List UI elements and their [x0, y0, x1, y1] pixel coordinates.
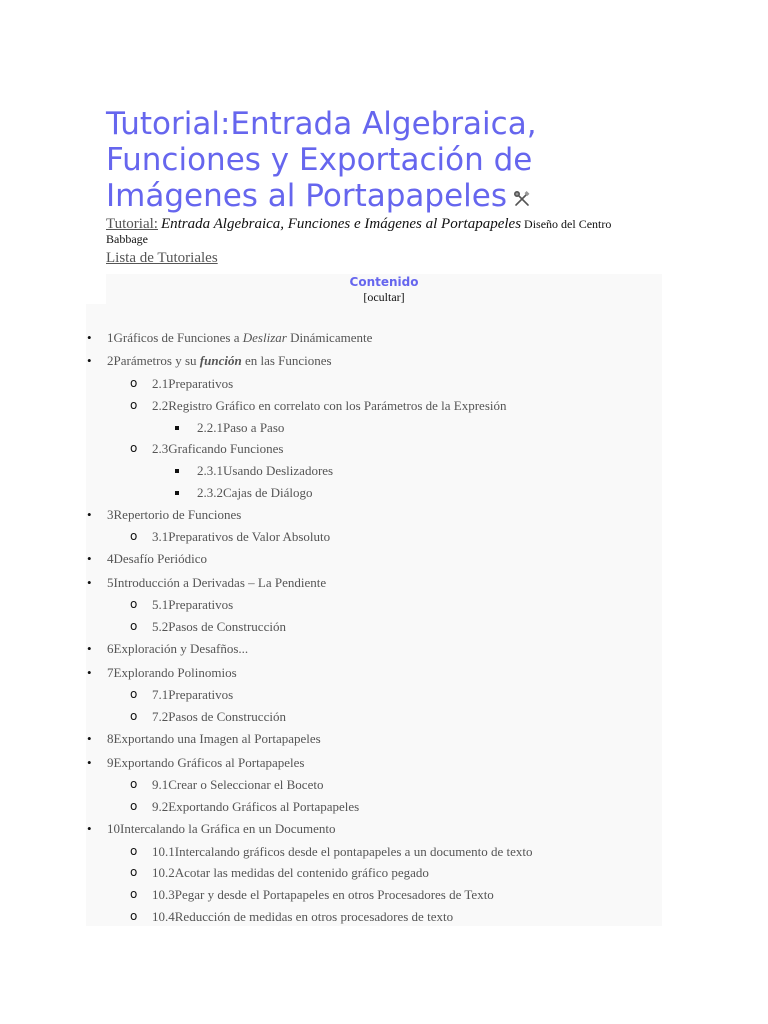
toc-item-number: 7.1 [152, 687, 169, 702]
toc-item-number: 5.1 [152, 597, 169, 612]
toc-item-label: Usando Deslizadores [223, 463, 334, 478]
toc-item-label-part: función [199, 353, 242, 368]
toc-item-label: Pasos de Construcción [168, 619, 286, 634]
toc-item-2-1[interactable] [152, 376, 233, 392]
toc-item-number: 3.1 [152, 529, 169, 544]
toc-item-label: Exportando Gráficos al Portapapeles [113, 755, 305, 770]
toc-item-number: 3 [107, 507, 114, 522]
toc-item-number: 9.2 [152, 799, 169, 814]
toc-item-number: 5.2 [152, 619, 169, 634]
toc-hide-toggle[interactable]: [ocultar] [363, 290, 405, 304]
toc-item-label: Pasos de Construcción [168, 709, 286, 724]
toc-item-number: 2.2 [152, 398, 169, 413]
toc-item-label: Cajas de Diálogo [223, 485, 313, 500]
toc-item-number: 2.1 [152, 376, 169, 391]
toc-item-10-3[interactable] [152, 887, 494, 903]
toc-item-number: 4 [107, 551, 114, 566]
toc-item-label: Intercalando gráficos desde el pontapapeles a un documento de texto [174, 844, 533, 859]
toc-item-label-part: en las Funciones [241, 353, 332, 368]
toc-item-number: 2.2.1 [197, 420, 223, 435]
toc-item-number: 9.1 [152, 777, 169, 792]
toc-item-9-1[interactable] [152, 777, 323, 793]
toc-item-label: Desafío Periódico [113, 551, 208, 566]
toc-item-2-3-2[interactable] [197, 485, 313, 501]
toc-title: Contenido [349, 275, 419, 289]
toc-item-9[interactable] [107, 755, 304, 771]
toc-item-number: 5 [107, 575, 114, 590]
toc-item-number: 6 [107, 641, 114, 656]
toc-item-number: 2.3 [152, 441, 169, 456]
toc-item-number: 10.4 [152, 909, 175, 924]
toc-item-label-part: Dinámicamente [286, 330, 373, 345]
toc-item-4[interactable] [107, 551, 207, 567]
toc-item-number: 7.2 [152, 709, 169, 724]
toc-item-label: Exportando una Imagen al Portapapeles [113, 731, 321, 746]
tutorial-credit: Diseño del Centro Babbage [106, 217, 612, 246]
toc-item-number: 10 [107, 821, 120, 836]
toc-item-7-1[interactable] [152, 687, 233, 703]
toc-item-label-part: Gráficos de Funciones a [113, 330, 243, 345]
toc-item-3-1[interactable] [152, 529, 330, 545]
tools-icon[interactable] [513, 180, 531, 216]
toc-item-label: Preparativos de Valor Absoluto [168, 529, 331, 544]
toc-item-6[interactable] [107, 641, 248, 657]
toc-item-number: 10.1 [152, 844, 175, 859]
toc-header-box [106, 274, 662, 304]
toc-item-7-2[interactable] [152, 709, 286, 725]
toc-item-5-2[interactable] [152, 619, 286, 635]
toc-item-label: Exploración y Desafños... [113, 641, 249, 656]
toc-item-label: Preparativos [168, 376, 234, 391]
toc-item-label-part: Parámetros y su [113, 353, 200, 368]
toc-item-label: Crear o Seleccionar el Boceto [168, 777, 324, 792]
toc-item-number: 1 [107, 330, 114, 345]
toc-item-label: Intercalando la Gráfica en un Documento [120, 821, 336, 836]
toc-item-10[interactable] [107, 821, 335, 837]
toc-item-label: Explorando Polinomios [113, 665, 237, 680]
toc-item-label: Preparativos [168, 597, 234, 612]
toc-item-number: 7 [107, 665, 114, 680]
toc-item-number: 10.3 [152, 887, 175, 902]
toc-item-3[interactable] [107, 507, 241, 523]
page-title [106, 106, 666, 216]
toc-item-2-3[interactable] [152, 441, 283, 457]
toc-item-number: 9 [107, 755, 114, 770]
toc-item-number: 8 [107, 731, 114, 746]
toc-item-label: Introducción a Derivadas – La Pendiente [113, 575, 327, 590]
toc-item-8[interactable] [107, 731, 321, 747]
toc-item-label: Exportando Gráficos al Portapapeles [168, 799, 360, 814]
toc-item-5-1[interactable] [152, 597, 233, 613]
toc-item-10-4[interactable] [152, 909, 453, 925]
toc-item-number: 2.3.2 [197, 485, 223, 500]
tutorials-list-link[interactable]: Lista de Tutoriales [106, 250, 218, 266]
toc-item-number: 2.3.1 [197, 463, 223, 478]
toc-item-label-part: Deslizar [242, 330, 287, 345]
toc-item-5[interactable] [107, 575, 326, 591]
toc-header [106, 274, 662, 305]
toc-item-1[interactable] [107, 330, 372, 346]
toc-item-label: Acotar las medidas del contenido gráfico pegado [174, 865, 429, 880]
toc-item-9-2[interactable] [152, 799, 359, 815]
toc-item-2[interactable] [107, 353, 332, 369]
tutorial-name: Entrada Algebraica, Funciones e Imágenes al Portapapeles [160, 216, 522, 232]
toc-item-2-3-1[interactable] [197, 463, 333, 479]
toc-item-2-2-1[interactable] [197, 420, 284, 436]
toc-item-7[interactable] [107, 665, 237, 681]
tutorial-label-link[interactable]: Tutorial: [106, 216, 158, 232]
toc-item-number: 2 [107, 353, 114, 368]
toc-item-label: Registro Gráfico en correlato con los Parámetros de la Expresión [168, 398, 507, 413]
toc-item-label: Pegar y desde el Portapapeles en otros Procesadores de Texto [174, 887, 494, 902]
toc-item-label: Preparativos [168, 687, 234, 702]
toc-item-10-2[interactable] [152, 865, 429, 881]
toc-item-label: Repertorio de Funciones [113, 507, 242, 522]
tutorial-subtitle [106, 217, 646, 247]
toc-item-10-1[interactable] [152, 844, 532, 860]
toc-item-label: Graficando Funciones [168, 441, 284, 456]
toc-item-2-2[interactable] [152, 398, 507, 414]
toc-item-label: Paso a Paso [223, 420, 285, 435]
toc-item-number: 10.2 [152, 865, 175, 880]
page-title-text: Tutorial:Entrada Algebraica, Funciones y Exportación de Imágenes al Portapapeles [106, 106, 537, 214]
toc-item-label: Reducción de medidas en otros procesadores de texto [174, 909, 454, 924]
